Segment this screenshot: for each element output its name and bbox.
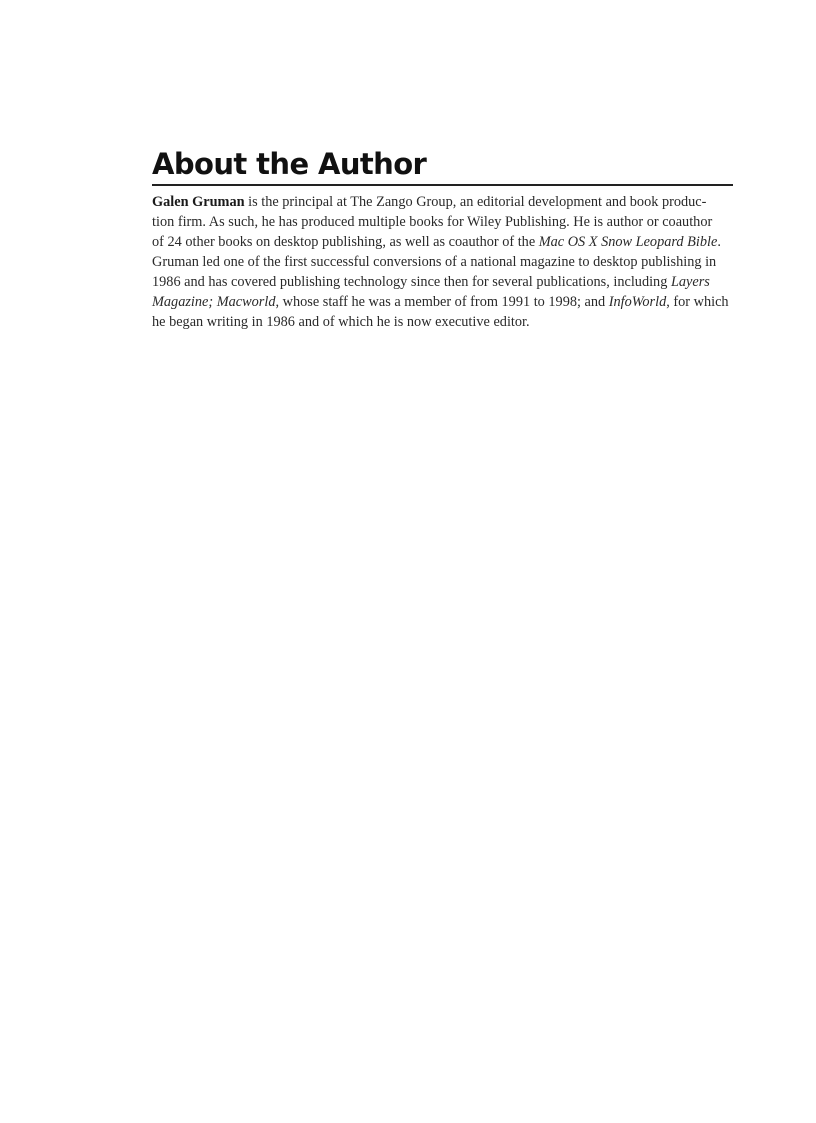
author-name: Galen Gruman [152, 194, 245, 210]
bio-text-6: 1986 and has covered publishing technology since then for several publications, including [152, 274, 671, 290]
bio-text-1: is the principal at The Zango Group, an editorial development and book produc- [244, 194, 707, 210]
section-heading: About the Author [152, 147, 427, 181]
heading-rule [152, 184, 733, 186]
author-bio [152, 192, 733, 332]
bio-text-8: , for which [666, 294, 729, 310]
publication-layers: Layers [670, 274, 710, 290]
about-author-section [152, 146, 733, 332]
bio-text-5: Gruman led one of the first successful conversions of a national magazine to desktop publishing in [152, 254, 717, 270]
bio-text-3: of 24 other books on desktop publishing, as well as coauthor of the [152, 234, 539, 250]
publication-infoworld: InfoWorld [608, 294, 667, 310]
bio-text-7: , whose staff he was a member of from 1991 to 1998; and [275, 294, 609, 310]
bio-text-4: . [717, 234, 721, 250]
bio-text-9: he began writing in 1986 and of which he is now executive editor. [152, 314, 530, 330]
book-title-snow-leopard: Mac OS X Snow Leopard Bible [538, 234, 718, 250]
publication-macworld: Magazine; Macworld [152, 294, 276, 310]
bio-text-2: tion firm. As such, he has produced multiple books for Wiley Publishing. He is author or coauthor [152, 214, 713, 230]
